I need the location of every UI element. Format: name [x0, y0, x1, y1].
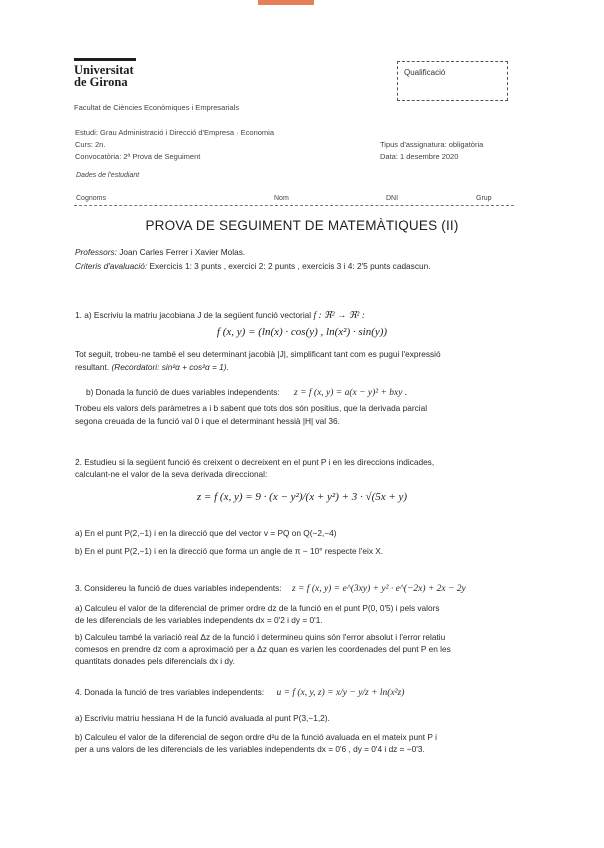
q4-b-line1: b) Calculeu el valor de la diferencial de segon ordre d²u de la funció avaluada en el mateix punt P i [75, 732, 437, 742]
grade-box [397, 61, 508, 101]
q3-b-line3: quantitats donades pels diferencials dx i dy. [75, 656, 235, 666]
university-logo [74, 58, 136, 88]
q1-formula: f (x, y) = (ln(x) · cos(y) , ln(x²) · sin(y)) [216, 326, 388, 338]
q1-a-line3-text: resultant. [75, 362, 110, 372]
q4-b-line2: per a uns valors de les diferencials de les variables independents dx = 0'6 , dy = 0'4 i dz = −0'3. [75, 744, 425, 754]
q2-line1: 2. Estudieu si la següent funció és creixent o decreixent en el punt P i en les direccions indicades, [75, 457, 435, 467]
exam-date: Data: 1 desembre 2020 [380, 152, 459, 161]
criteria-label: Criteris d'avaluació: [75, 261, 148, 271]
q1-b-text: b) Donada la funció de dues variables independents: [86, 387, 280, 397]
q1-a-line3 [75, 361, 229, 374]
course-session: Convocatòria: 2ª Prova de Seguiment [75, 152, 201, 161]
course-year: Curs: 2n. [75, 140, 106, 149]
faculty-name: Facultat de Ciències Econòmiques i Empresarials [74, 103, 240, 112]
student-data-title: Dades de l'estudiant [76, 172, 140, 179]
q1-b-line2: Trobeu els valors dels paràmetres a i b sabent que tots dos són positius, que la derivada parcial [75, 403, 428, 413]
field-surname: Cognoms [76, 195, 106, 202]
q1-b-statement [86, 386, 407, 400]
field-dni: DNI [386, 195, 399, 202]
q1-b-line3: segona creuada de la funció val 0 i que el determinant hessià |H| val 36. [75, 416, 340, 426]
q3-a-line2: de les diferencials de les variables independents dx = 0'2 i dy = 0'1. [75, 615, 323, 625]
logo-rule [74, 58, 136, 61]
q3-b-line2: comesos en prendre dz com a aproximació per a Δz quan es varien les coordenades del punt P en les [75, 644, 451, 654]
professors-line [75, 247, 245, 257]
q1-a-statement [75, 309, 365, 323]
q3-b-line1: b) Calculeu també la variació real Δz de la funció i determineu quins són l'error absolut i l'error relatiu [75, 632, 446, 642]
field-group: Grup [476, 195, 492, 202]
course-type: Tipus d'assignatura: obligatòria [380, 140, 484, 149]
page-edge-mark [258, 0, 314, 5]
q1-a-map: f : ℜ² → ℜ² : [313, 311, 365, 321]
course-study: Estudi: Grau Administració i Direcció d'Empresa · Economia [75, 128, 275, 137]
university-name-line1: Universitat [74, 63, 134, 77]
q4-statement [75, 686, 404, 700]
q3-statement [75, 582, 466, 596]
q2-b: b) En el punt P(2,−1) i en la direcció que forma un angle de π − 10° respecte l'eix X. [75, 546, 384, 556]
professors-names: Joan Carles Ferrer i Xavier Molas. [119, 247, 246, 257]
q3-formula: z = f (x, y) = e^(3xy) + y² · e^(−2x) + 2x − 2y [291, 584, 466, 594]
q2-line2: calculant-ne el valor de la seva derivada direccional: [75, 469, 268, 479]
q1-a-text: 1. a) Escriviu la matriu jacobiana J de la següent funció vectorial [75, 310, 312, 320]
q4-text: 4. Donada la funció de tres variables independents: [75, 687, 265, 697]
q1-a-line2: Tot seguit, trobeu-ne també el seu determinant jacobià |J|, simplificant tant com es pugui l'expressió [75, 349, 441, 359]
q1-b-formula: z = f (x, y) = a(x − y)² + bxy . [294, 388, 408, 398]
exam-title: PROVA DE SEGUIMENT DE MATEMÀTIQUES (II) [145, 218, 459, 233]
grade-box-label: Qualificació [404, 68, 446, 77]
criteria-line [75, 261, 431, 271]
q3-text: 3. Considereu la funció de dues variables independents: [75, 583, 282, 593]
q2-formula: z = f (x, y) = 9 · (x − y²)/(x + y²) + 3 · √(5x + y) [196, 491, 408, 503]
q4-formula: u = f (x, y, z) = x/y − y/z + ln(x²z) [276, 688, 405, 698]
q3-a-line1: a) Calculeu el valor de la diferencial de primer ordre dz de la funció en el punt P(0, 0'5) i pels valors [75, 603, 440, 613]
student-data-row [74, 193, 514, 206]
q2-a: a) En el punt P(2,−1) i en la direcció que del vector v = PQ on Q(−2,−4) [75, 528, 337, 538]
field-name: Nom [274, 195, 289, 202]
university-name-line2: de Girona [74, 75, 128, 89]
criteria-text: Exercicis 1: 3 punts , exercici 2: 2 punts , exercicis 3 i 4: 2'5 punts cadascun. [149, 261, 431, 271]
q4-a: a) Escriviu matriu hessiana H de la funció avaluada al punt P(3,−1,2). [75, 713, 330, 723]
professors-label: Professors: [75, 247, 117, 257]
q1-a-reminder: (Recordatori: sin²α + cos²α = 1). [111, 362, 229, 372]
